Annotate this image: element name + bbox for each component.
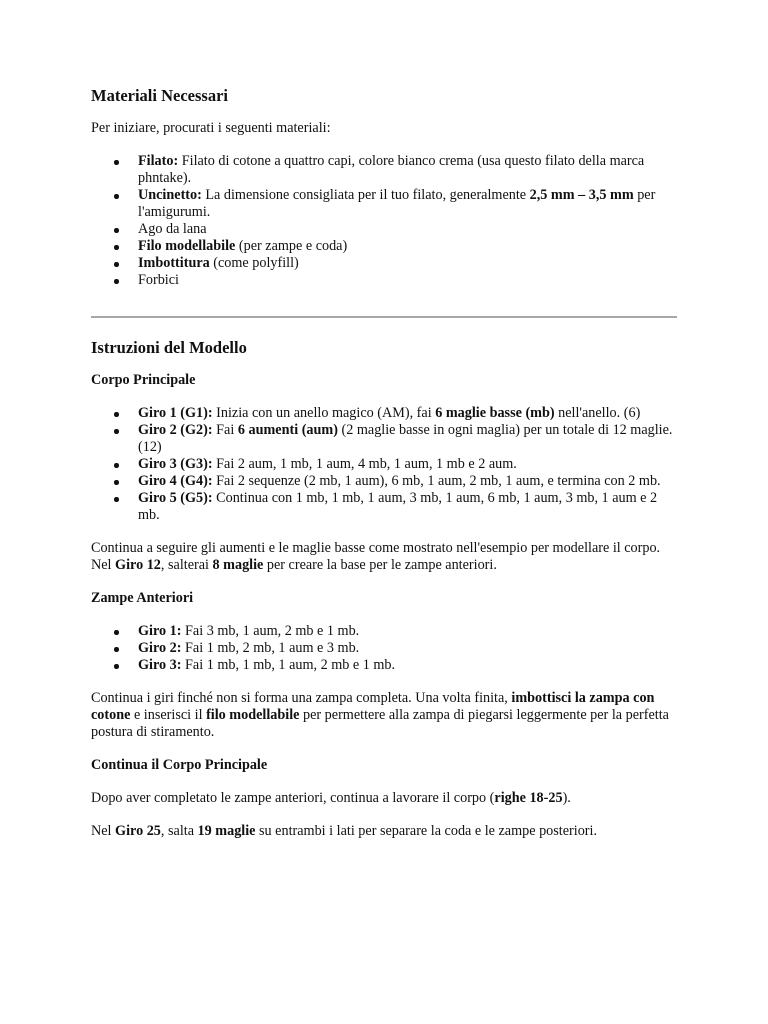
list-item (138, 221, 681, 238)
round-label: Giro 2 (G2): (138, 422, 213, 438)
list-item (138, 272, 681, 289)
round-text: Fai 1 mb, 1 mb, 1 aum, 2 mb e 1 mb. (181, 657, 396, 673)
body-paragraph (91, 540, 681, 574)
round-label: Giro 2: (138, 640, 182, 656)
list-item (138, 153, 681, 187)
para-bold: Giro 12 (115, 557, 161, 573)
round-text: Fai (212, 422, 238, 438)
list-item (138, 238, 681, 255)
item-bold: 2,5 mm – 3,5 mm (529, 187, 634, 203)
list-item (138, 187, 681, 221)
list-item (138, 456, 681, 473)
list-item (138, 640, 681, 657)
round-bold: 6 maglie basse (mb) (435, 405, 555, 421)
para-text: Dopo aver completato le zampe anteriori, continua a lavorare il corpo ( (91, 790, 495, 806)
para-text: per creare la base per le zampe anteriori. (263, 557, 497, 573)
para-bold: 19 maglie (197, 823, 256, 839)
para-text: , salterai (160, 557, 213, 573)
continue-heading: Continua il Corpo Principale (91, 757, 268, 773)
round-label: Giro 3 (G3): (138, 456, 213, 472)
para-text: Nel (91, 823, 116, 839)
round-bold: 6 aumenti (aum) (237, 422, 338, 438)
item-tail: per l'amigurumi. (138, 187, 656, 220)
para-text: per permettere alla zampa di piegarsi leggermente per la perfetta postura di stiramento. (91, 707, 669, 740)
round-text: Fai 1 mb, 2 mb, 1 aum e 3 mb. (181, 640, 360, 656)
materials-heading: Materiali Necessari (91, 86, 228, 105)
materials-intro: Per iniziare, procurati i seguenti materiali: (91, 120, 331, 136)
item-text: Forbici (138, 272, 179, 288)
item-text: Filato di cotone a quattro capi, colore bianco crema (usa questo filato della marca phntake). (138, 153, 645, 186)
item-label: Imbottitura (138, 255, 210, 271)
round-label: Giro 3: (138, 657, 182, 673)
round-label: Giro 1: (138, 623, 182, 639)
para-text: ). (562, 790, 571, 806)
para-text: , salta (160, 823, 198, 839)
list-item (138, 422, 681, 456)
continue-paragraph-2 (91, 823, 681, 840)
list-item (138, 405, 681, 422)
para-bold: 8 maglie (212, 557, 264, 573)
para-text: su entrambi i lati per separare la coda e le zampe posteriori. (255, 823, 598, 839)
para-bold: righe 18-25 (494, 790, 563, 806)
front-legs-rounds-list (91, 623, 681, 674)
item-text: (per zampe e coda) (235, 238, 348, 254)
item-label: Uncinetto: (138, 187, 202, 203)
round-tail: (2 maglie basse in ogni maglia) per un totale di 12 maglie. (12) (138, 422, 673, 455)
para-text: e inserisci il (130, 707, 207, 723)
round-text: Fai 3 mb, 1 aum, 2 mb e 1 mb. (181, 623, 360, 639)
front-legs-heading: Zampe Anteriori (91, 590, 194, 606)
continue-paragraph-1 (91, 790, 681, 807)
round-label: Giro 1 (G1): (138, 405, 213, 421)
para-text: Continua i giri finché non si forma una zampa completa. Una volta finita, (91, 690, 512, 706)
para-bold: filo modellabile (206, 707, 300, 723)
list-item (138, 255, 681, 272)
round-text: Continua con 1 mb, 1 mb, 1 aum, 3 mb, 1 aum, 6 mb, 1 aum, 3 mb, 1 aum e 2 mb. (138, 490, 658, 523)
round-text: Fai 2 sequenze (2 mb, 1 aum), 6 mb, 1 aum, 2 mb, 1 aum, e termina con 2 mb. (212, 473, 661, 489)
round-text: Fai 2 aum, 1 mb, 1 aum, 4 mb, 1 aum, 1 mb e 2 aum. (212, 456, 517, 472)
list-item (138, 623, 681, 640)
para-text: Continua a seguire gli aumenti e le maglie basse come mostrato nell'esempio per modellare il corpo. Nel (91, 540, 661, 573)
item-label: Filo modellabile (138, 238, 236, 254)
front-legs-paragraph (91, 690, 681, 741)
document-page (91, 86, 681, 840)
list-item (138, 657, 681, 674)
item-text: Ago da lana (138, 221, 207, 237)
round-tail: nell'anello. (6) (554, 405, 641, 421)
para-bold: Giro 25 (115, 823, 161, 839)
body-rounds-list (91, 405, 681, 524)
body-heading: Corpo Principale (91, 372, 196, 388)
round-text: Inizia con un anello magico (AM), fai (212, 405, 436, 421)
round-label: Giro 4 (G4): (138, 473, 213, 489)
list-item (138, 490, 681, 524)
materials-list (91, 153, 681, 289)
para-bold: imbottisci la zampa con cotone (91, 690, 655, 723)
item-label: Filato: (138, 153, 179, 169)
instructions-heading: Istruzioni del Modello (91, 338, 247, 357)
item-text: La dimensione consigliata per il tuo filato, generalmente (201, 187, 530, 203)
item-text: (come polyfill) (209, 255, 299, 271)
round-label: Giro 5 (G5): (138, 490, 213, 506)
list-item (138, 473, 681, 490)
